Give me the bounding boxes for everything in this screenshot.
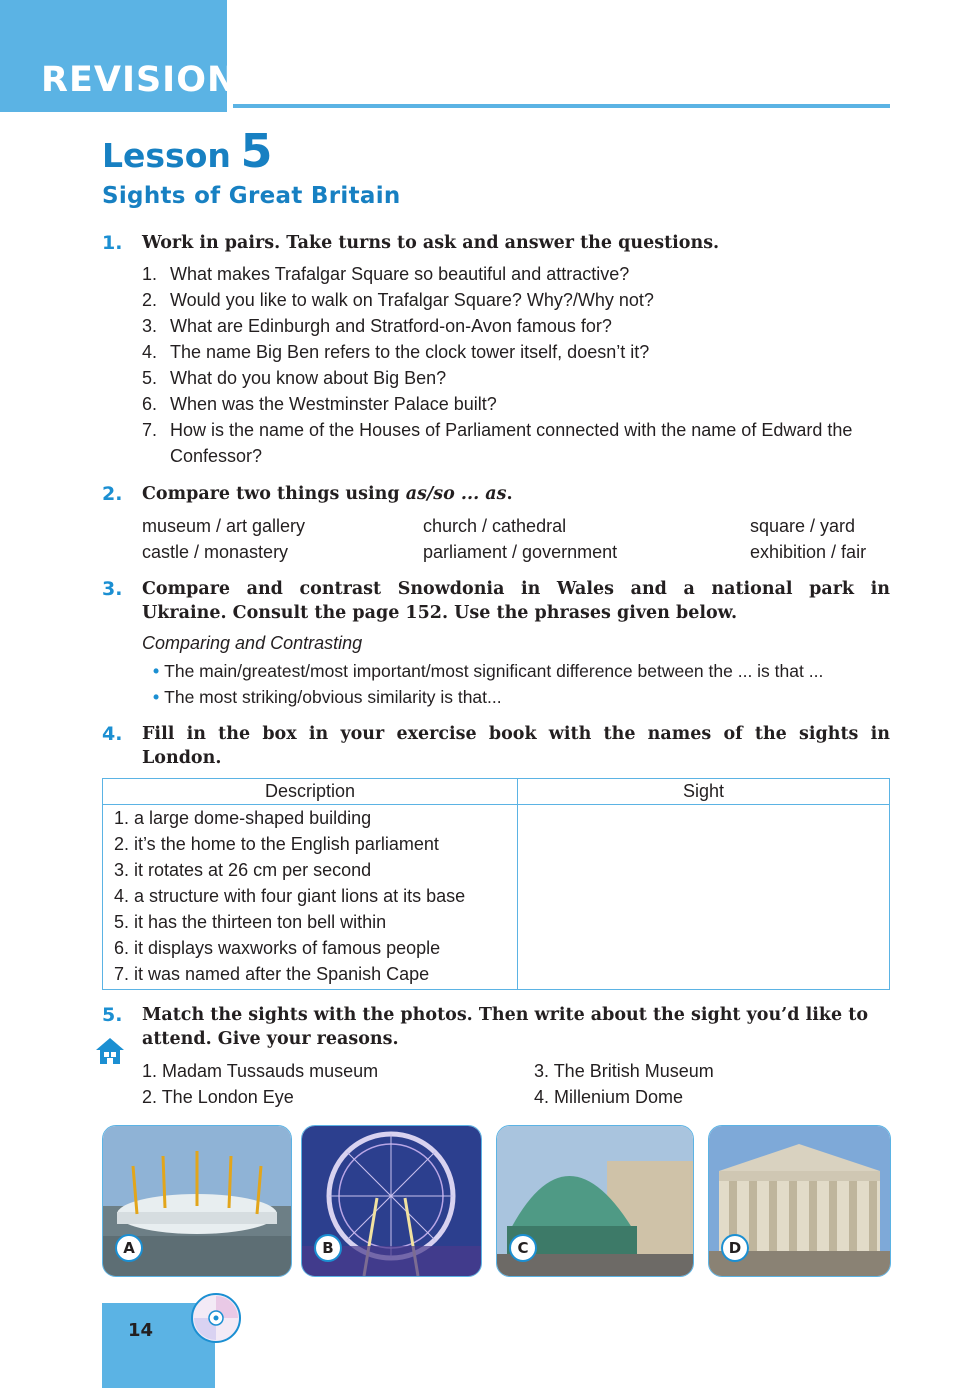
question-number: 7. bbox=[142, 420, 158, 440]
question-text: What makes Trafalgar Square so beautiful and attractive? bbox=[170, 264, 630, 284]
exercise-5-instruction-line-1: Match the sights with the photos. Then write about the sight you’d like to bbox=[142, 1005, 869, 1025]
exercise-4-number: 4. bbox=[102, 723, 123, 745]
sights-table bbox=[102, 778, 890, 990]
question-number: 2. bbox=[142, 290, 158, 310]
photo-c bbox=[496, 1125, 694, 1277]
exercise-4-instruction-line-1: Fill in the box in your exercise book with the names of the sights in bbox=[142, 724, 890, 744]
section-title: REVISION bbox=[41, 60, 238, 100]
description-item: 2. it’s the home to the English parliament bbox=[114, 834, 439, 854]
question-number: 1. bbox=[142, 264, 158, 284]
question-text: How is the name of the Houses of Parliament connected with the name of Edward the Confessor? bbox=[170, 420, 853, 466]
lesson-title bbox=[102, 124, 273, 178]
photo-d bbox=[708, 1125, 891, 1277]
description-cell bbox=[103, 805, 518, 990]
photo-b bbox=[301, 1125, 482, 1277]
phrase-text: The most striking/obvious similarity is that... bbox=[164, 687, 502, 707]
phrase-text: The main/greatest/most important/most significant difference between the ... is that ... bbox=[164, 661, 824, 681]
exercise-2-instruction bbox=[142, 482, 513, 506]
bullet-icon: • bbox=[153, 661, 160, 681]
question-item bbox=[142, 287, 892, 313]
exercise-3-number: 3. bbox=[102, 578, 123, 600]
phrases-label: Comparing and Contrasting bbox=[142, 633, 363, 653]
exercise-3-instruction-line-1: Compare and contrast Snowdonia in Wales and a national park in bbox=[142, 579, 890, 599]
description-item: 6. it displays waxworks of famous people bbox=[114, 938, 441, 958]
answer-option: 4. Millenium Dome bbox=[534, 1087, 684, 1107]
question-number: 5. bbox=[142, 368, 158, 388]
question-item bbox=[142, 313, 892, 339]
house-icon bbox=[94, 1035, 126, 1067]
exercise-3-instruction-line-2: Ukraine. Consult the page 152. Use the phrases given below. bbox=[142, 603, 738, 623]
photo-label: A bbox=[115, 1234, 143, 1262]
description-item: 3. it rotates at 26 cm per second bbox=[114, 860, 372, 880]
question-text: The name Big Ben refers to the clock tower itself, doesn’t it? bbox=[170, 342, 650, 362]
pair-item: church / cathedral bbox=[423, 516, 567, 536]
question-text: What do you know about Big Ben? bbox=[170, 368, 447, 388]
pair-item: museum / art gallery bbox=[142, 516, 306, 536]
question-number: 4. bbox=[142, 342, 158, 362]
exercise-4-instruction-line-2: London. bbox=[142, 748, 222, 768]
photo-label: D bbox=[721, 1234, 749, 1262]
exercise-5-instruction-line-2: attend. Give your reasons. bbox=[142, 1029, 399, 1049]
description-item: 5. it has the thirteen ton bell within bbox=[114, 912, 387, 932]
cd-icon bbox=[190, 1292, 242, 1344]
table-header-row bbox=[103, 779, 890, 805]
question-item bbox=[142, 365, 892, 391]
exercise-2-number: 2. bbox=[102, 483, 123, 505]
answer-option: 1. Madam Tussauds museum bbox=[142, 1061, 379, 1081]
question-text: Would you like to walk on Trafalgar Square? Why?/Why not? bbox=[170, 290, 654, 310]
page-number: 14 bbox=[128, 1320, 154, 1341]
question-number: 3. bbox=[142, 316, 158, 336]
exercise-1-number: 1. bbox=[102, 232, 123, 254]
instruction-text: Compare two things using bbox=[142, 484, 406, 504]
lesson-number: 5 bbox=[240, 124, 273, 178]
sight-cell bbox=[518, 805, 890, 990]
question-text: When was the Westminster Palace built? bbox=[170, 394, 497, 414]
bullet-icon: • bbox=[153, 687, 160, 707]
phrase-bullet bbox=[153, 658, 823, 684]
pair-item: exhibition / fair bbox=[750, 542, 867, 562]
question-item bbox=[142, 339, 892, 365]
phrase-bullet bbox=[153, 684, 502, 710]
question-item bbox=[142, 417, 892, 469]
description-item: 1. a large dome-shaped building bbox=[114, 808, 372, 828]
photo-label: C bbox=[509, 1234, 537, 1262]
description-item: 7. it was named after the Spanish Cape bbox=[114, 964, 430, 984]
header-rule bbox=[233, 104, 890, 108]
pair-item: castle / monastery bbox=[142, 542, 289, 562]
question-item bbox=[142, 391, 892, 417]
question-text: What are Edinburgh and Stratford-on-Avon famous for? bbox=[170, 316, 612, 336]
lesson-subtitle: Sights of Great Britain bbox=[102, 183, 401, 209]
column-header-description: Description bbox=[103, 779, 518, 805]
answer-option: 2. The London Eye bbox=[142, 1087, 294, 1107]
table-body-row bbox=[103, 805, 890, 990]
question-number: 6. bbox=[142, 394, 158, 414]
question-item bbox=[142, 261, 892, 287]
exercise-1-questions bbox=[142, 261, 892, 469]
pair-item: parliament / government bbox=[423, 542, 618, 562]
description-item: 4. a structure with four giant lions at its base bbox=[114, 886, 466, 906]
lesson-word: Lesson bbox=[102, 136, 231, 175]
photo-a bbox=[102, 1125, 292, 1277]
column-header-sight: Sight bbox=[518, 779, 890, 805]
exercise-5-number: 5. bbox=[102, 1004, 123, 1026]
photo-label: B bbox=[314, 1234, 342, 1262]
instruction-suffix: . bbox=[506, 484, 513, 504]
pair-item: square / yard bbox=[750, 516, 856, 536]
exercise-1-instruction: Work in pairs. Take turns to ask and answer the questions. bbox=[142, 233, 720, 253]
answer-option: 3. The British Museum bbox=[534, 1061, 714, 1081]
instruction-emphasis: as/so ... as bbox=[405, 484, 507, 504]
